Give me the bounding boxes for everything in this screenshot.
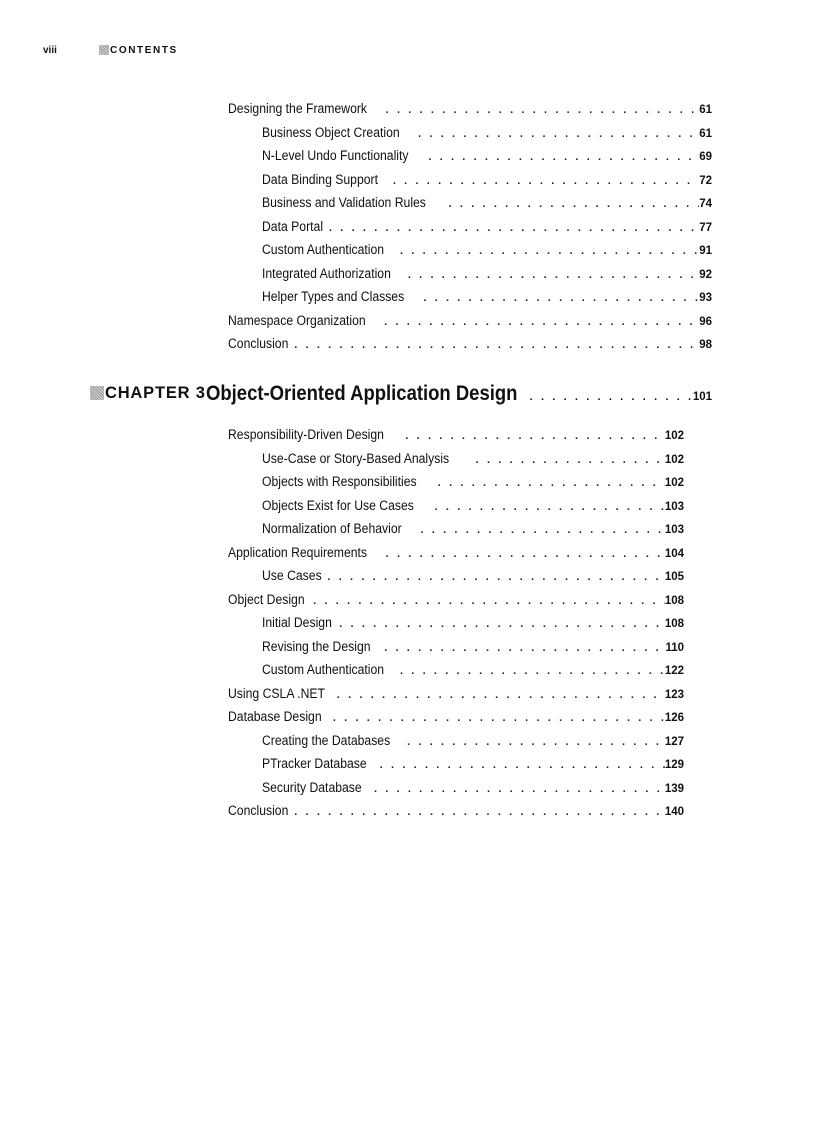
chapter-page: 101 — [692, 391, 712, 403]
toc-entry-title: Objects Exist for Use Cases — [262, 497, 414, 514]
toc-entry-title: Conclusion — [228, 803, 289, 819]
toc-entry[interactable] — [228, 424, 684, 448]
toc-entry-title: PTracker Database — [262, 756, 367, 772]
toc-entry-title: Conclusion — [228, 336, 289, 352]
toc-entry[interactable] — [228, 636, 684, 660]
toc-entry-page: 129 — [664, 759, 684, 771]
toc-entry-page: 92 — [699, 268, 712, 281]
toc-entry-page: 102 — [664, 477, 684, 489]
toc-entry[interactable] — [228, 777, 684, 801]
toc-entry-page: 93 — [699, 292, 712, 304]
toc-entry-title: Data Portal — [262, 218, 324, 235]
toc-entry-title: Database Design — [228, 709, 322, 725]
toc-entry[interactable] — [228, 659, 684, 683]
toc-entry[interactable] — [228, 471, 684, 495]
toc-entry-page: 126 — [664, 712, 684, 724]
toc-entry[interactable] — [228, 730, 684, 754]
dot-leader — [412, 123, 699, 147]
toc-entry-page: 69 — [699, 151, 712, 163]
toc-entry-page: 123 — [664, 688, 684, 701]
toc-entry-page: 108 — [664, 618, 684, 630]
toc-entry-page: 110 — [665, 641, 684, 654]
dot-leader — [378, 311, 699, 335]
toc-entry-title: Namespace Organization — [228, 312, 366, 329]
toc-entry-title: Use Cases — [262, 568, 322, 584]
toc-entry-page: 122 — [664, 665, 684, 677]
dot-leader — [331, 684, 665, 708]
toc-entry-title: Initial Design — [262, 615, 332, 631]
toc-entry-page: 98 — [699, 339, 712, 351]
toc-entry-page: 140 — [664, 806, 684, 818]
toc-entry-title: Using CSLA .NET — [228, 685, 325, 702]
dot-leader — [321, 566, 664, 590]
chapter-heading[interactable] — [90, 382, 712, 410]
toc-entry[interactable] — [228, 706, 684, 730]
toc-entry[interactable] — [228, 800, 684, 824]
toc-entry[interactable] — [228, 239, 712, 263]
toc-entry-page: 96 — [699, 315, 712, 328]
toc-entry[interactable] — [228, 495, 684, 519]
toc-entry[interactable] — [228, 122, 712, 146]
dot-leader — [443, 193, 700, 217]
toc-entry[interactable] — [228, 333, 712, 357]
chapter-label — [90, 384, 206, 403]
running-head — [43, 43, 178, 57]
dot-leader — [401, 731, 665, 755]
toc-entry-page: 108 — [664, 594, 684, 607]
dot-leader — [387, 170, 699, 194]
toc-entry-title: Objects with Responsibilities — [262, 474, 417, 490]
toc-entry-page: 61 — [699, 104, 712, 116]
dot-leader — [288, 801, 665, 825]
dot-leader — [414, 519, 664, 543]
toc-entry[interactable] — [228, 263, 712, 287]
section-marker-icon — [99, 45, 109, 55]
toc-entry-title: N-Level Undo Functionality — [262, 148, 409, 164]
toc-entry-title: Helper Types and Classes — [262, 289, 405, 305]
toc-entry[interactable] — [228, 145, 712, 169]
toc-entry[interactable] — [228, 518, 684, 542]
toc-entry[interactable] — [228, 286, 712, 310]
dot-leader — [432, 472, 665, 496]
dot-leader — [394, 660, 665, 684]
toc-entry-page: 72 — [699, 174, 712, 187]
toc-entry[interactable] — [228, 98, 712, 122]
toc-entry-title: Normalization of Behavior — [262, 521, 402, 537]
section-title: CONTENTS — [110, 44, 178, 56]
dot-leader — [323, 217, 699, 241]
dot-leader — [422, 146, 699, 170]
toc-entry-title: Custom Authentication — [262, 242, 385, 258]
dot-leader — [374, 754, 665, 778]
toc-entry-title: Responsibility-Driven Design — [228, 427, 384, 443]
chapter-marker-icon — [90, 386, 104, 400]
toc-entry-title: Revising the Design — [262, 638, 371, 655]
toc-entry-title: Object Design — [228, 591, 305, 608]
dot-leader — [333, 613, 665, 637]
toc-entry[interactable] — [228, 310, 712, 334]
dot-leader — [429, 496, 665, 520]
dot-leader — [380, 99, 700, 123]
toc-entry[interactable] — [228, 589, 684, 613]
dot-leader — [307, 590, 665, 614]
toc-entry[interactable] — [228, 216, 712, 240]
toc-entry-title: Data Binding Support — [262, 171, 378, 188]
dot-leader — [399, 425, 664, 449]
toc-entry[interactable] — [228, 612, 684, 636]
toc-entry-page: 102 — [664, 430, 684, 442]
dot-leader — [402, 264, 699, 288]
toc-list-part-1 — [228, 98, 712, 357]
dot-leader — [288, 334, 699, 358]
toc-entry-page: 74 — [699, 198, 712, 210]
chapter-title: Object-Oriented Application Design — [205, 382, 518, 405]
toc-entry[interactable] — [228, 753, 684, 777]
toc-entry-title: Business and Validation Rules — [262, 195, 426, 211]
toc-entry-page: 127 — [664, 735, 684, 748]
toc-entry-page: 139 — [664, 782, 684, 795]
toc-entry-title: Business Object Creation — [262, 124, 400, 141]
toc-entry-page: 77 — [699, 221, 712, 234]
page-number: viii — [43, 44, 57, 56]
chapter-number: CHAPTER 3 — [105, 383, 206, 402]
dot-leader — [380, 543, 665, 567]
toc-list-part-2 — [228, 424, 684, 824]
toc-entry-page: 104 — [664, 547, 684, 560]
toc-entry-page: 102 — [664, 453, 684, 466]
toc-entry-page: 103 — [664, 524, 684, 536]
toc-entry-page: 103 — [664, 500, 684, 513]
toc-entry-title: Integrated Authorization — [262, 265, 391, 282]
toc-entry-title: Security Database — [262, 779, 362, 796]
dot-leader — [524, 391, 693, 403]
toc-entry[interactable] — [228, 542, 684, 566]
toc-entry[interactable] — [228, 169, 712, 193]
toc-entry[interactable] — [228, 192, 712, 216]
dot-leader — [394, 240, 699, 264]
dot-leader — [327, 707, 665, 731]
dot-leader — [368, 778, 665, 802]
toc-entry[interactable] — [228, 683, 684, 707]
toc-entry-title: Application Requirements — [228, 544, 368, 561]
dot-leader — [417, 287, 699, 311]
dot-leader — [378, 637, 665, 661]
toc-entry[interactable] — [228, 448, 684, 472]
toc-entry-page: 61 — [699, 127, 712, 140]
toc-entry-title: Designing the Framework — [228, 101, 368, 117]
toc-entry-page: 91 — [699, 245, 712, 257]
toc-entry-title: Creating the Databases — [262, 732, 391, 749]
toc-entry-page: 105 — [664, 571, 684, 583]
dot-leader — [470, 449, 665, 473]
toc-entry-title: Use-Case or Story-Based Analysis — [262, 450, 450, 467]
toc-entry[interactable] — [228, 565, 684, 589]
toc-entry-title: Custom Authentication — [262, 662, 385, 678]
